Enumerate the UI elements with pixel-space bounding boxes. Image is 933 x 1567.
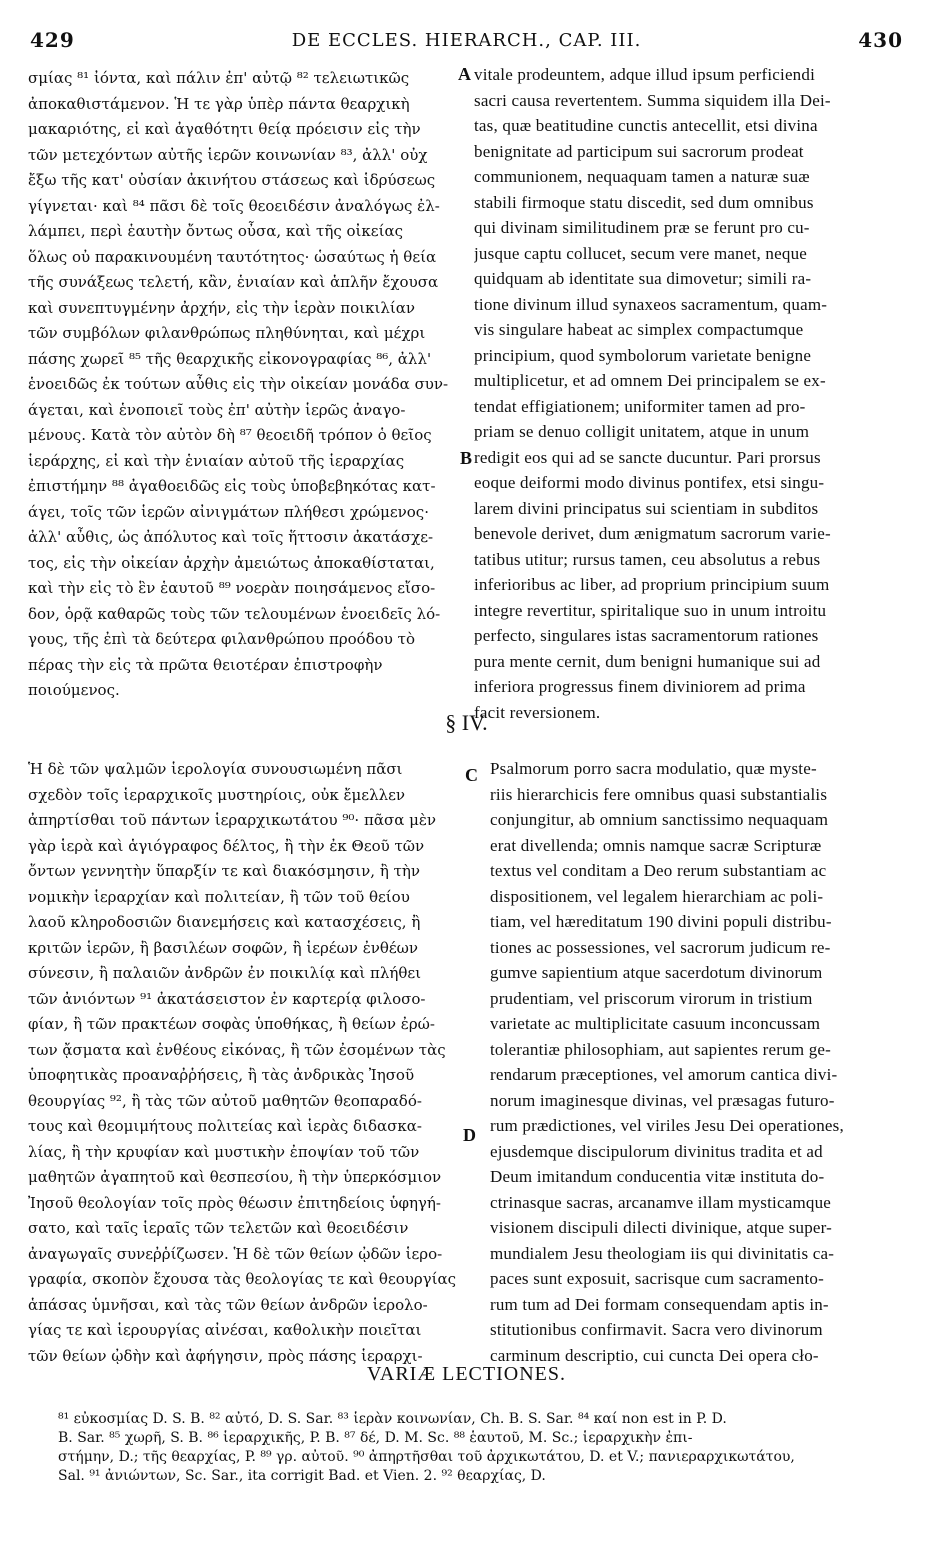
greek-text-line: τους καὶ θεομιμήτους πολιτείας καὶ ἱερὰς διδασκα-: [28, 1117, 422, 1135]
latin-text-line: Psalmorum porro sacra modulatio, quæ myste-: [490, 759, 817, 778]
greek-text-line: τῶν συμβόλων φιλανθρώπως πληθύνηται, καὶ μέχρι: [28, 324, 426, 342]
greek-text-line: καὶ τὴν εἰς τὸ ἓν ἑαυτοῦ ⁸⁹ νοερὰν ποιησάμενος εἴσο-: [28, 579, 436, 597]
latin-text-line: gumve sapientium atque sacerdotum divinorum: [490, 963, 823, 982]
greek-text-line: τῶν ἀνιόντων ⁹¹ ἀκατάσειστον ἐν καρτερίᾳ φιλοσο-: [28, 989, 426, 1008]
latin-text-line: inferiora progressus finem diviniorem ad prima: [474, 677, 806, 696]
greek-text-line: ἀναγωγαῖς συνεῤῥίζωσεν. Ἡ δὲ τῶν θείων ᾠδῶν ἱερο-: [28, 1244, 443, 1263]
latin-text-line: stitutionibus confirmavit. Sacra vero divinorum: [490, 1320, 823, 1339]
section-heading: § IV.: [445, 710, 488, 735]
greek-text-line: γίας τε καὶ ἱερουργίας αἰνέσαι, καθολικὴν ποιεῖται: [28, 1321, 422, 1339]
greek-text-line: τῶν μετεχόντων αὐτῆς ἱερῶν κοινωνίαν ⁸³, ἀλλ' οὐχ: [28, 145, 428, 164]
greek-text-line: γίγνεται· καὶ ⁸⁴ πᾶσι δὲ τοῖς θεοειδέσιν ἀναλόγως ἐλ-: [28, 196, 440, 215]
latin-text-line: qui divinam similitudinem præ se ferunt pro cu-: [474, 218, 810, 237]
greek-text-line: των ᾄσματα καὶ ἐνθέους εἰκόνας, ἢ τῶν ἐσομένων τὰς: [28, 1040, 446, 1059]
latin-text-line: mundialem Jesu theologiam iis qui divinitatis ca-: [490, 1243, 835, 1263]
latin-text-line: pura mente cernit, dum benigni humanique sui ad: [474, 651, 821, 671]
greek-text-line: μακαριότης, εἰ καὶ ἀγαθότητι θείᾳ πρόεισιν εἰς τὴν: [28, 120, 421, 138]
latin-text-line: communionem, nequaquam tamen a naturæ suæ: [474, 167, 810, 186]
greek-text-line: Ἰησοῦ θεολογίαν τοῖς πρὸς θέωσιν ἐπιτηδείοις ὑφηγή-: [28, 1193, 441, 1212]
greek-text-line: ἐπιστήμην ⁸⁸ ἀγαθοειδῶς εἰς τοὺς ὑποβεβηκότας κατ-: [28, 477, 436, 495]
greek-text-line: ὄντων γεννητὴν ὕπαρξίν τε καὶ διακόσμησιν, ἢ τὴν: [28, 862, 420, 880]
latin-text-line: tas, quæ beatitudine cunctis antecellit, etsi divina: [474, 116, 818, 135]
greek-text-line: δον, ὁρᾷ καθαρῶς τοὺς τῶν τελουμένων ἑνοειδεῖς λό-: [28, 604, 441, 623]
latin-text-line: benignitate ad participum sui sacrorum prodeat: [474, 141, 804, 161]
latin-text-line: tatibus utitur; rursus tamen, ceu absolutus a rebus: [474, 549, 821, 569]
page-number-right: 430: [858, 28, 903, 52]
greek-text-line: λάμπει, περὶ ἑαυτὴν ὄντως οὖσα, καὶ τῆς οἰκείας: [28, 222, 403, 240]
latin-text-line: visionem discipuli dilecti divinique, atque super-: [490, 1218, 833, 1237]
latin-text-line: dispositionem, vel legalem hierarchiam ac poli-: [490, 886, 824, 906]
latin-text-line: tolerantiæ philosophiam, aut sapientes rerum ge-: [490, 1039, 832, 1059]
latin-text-line: vis singulare habeat ac simplex compactumque: [474, 320, 804, 339]
running-title: DE ECCLES. HIERARCH., CAP. III.: [291, 30, 642, 51]
latin-text-line: rendarum præceptiones, vel amorum cantica divi-: [490, 1065, 838, 1084]
latin-text-line: conjungitur, ab omnium sanctissimo nequaquam: [490, 810, 829, 829]
latin-text-line: facit reversionem.: [474, 702, 601, 722]
margin-marker-b: B: [460, 448, 473, 468]
greek-text-line: τῶν θείων ᾠδὴν καὶ ἀφήγησιν, πρὸς πάσης ἱεραρχι-: [28, 1346, 423, 1365]
bottom-latin-column: [490, 756, 906, 1368]
latin-text-line: tiam, vel hæreditatum 190 divini populi distribu-: [490, 912, 832, 931]
latin-text-line: ejusdemque discipulorum divinitus tradita et ad: [490, 1141, 823, 1161]
latin-text-line: redigit eos qui ad se sancte ducuntur. Pari prorsus: [474, 447, 821, 467]
page-header: [0, 28, 933, 58]
margin-marker-c: C: [465, 765, 478, 785]
bottom-greek-column: [28, 757, 458, 1369]
greek-text-line: ἀπηρτίσθαι τοῦ πάντων ἱεραρχικωτάτου ⁹⁰· πᾶσα μὲν: [28, 811, 437, 829]
latin-text-line: paces sunt exposuit, sacrisque cum sacramento-: [490, 1269, 824, 1288]
greek-text-line: ἱεράρχης, εἰ καὶ τὴν ἑνιαίαν αὐτοῦ τῆς ἱεραρχίας: [28, 451, 405, 470]
greek-text-line: τῆς συνάξεως τελετή, κἂν, ἑνιαίαν καὶ ἁπλῆν ἔχουσα: [28, 273, 439, 291]
greek-text-line: άγεται, καὶ ἑνοποιεῖ τοὺς ἐπ' αὐτὴν ἱερῶς ἀναγο-: [28, 400, 406, 419]
greek-text-line: νομικὴν ἱεραρχίαν καὶ πολιτείαν, ἢ τῶν τοῦ θείου: [28, 887, 410, 906]
greek-text-line: ὑποφητικὰς προαναῤῥήσεις, ἢ τὰς ἀνδρικὰς Ἰησοῦ: [28, 1066, 415, 1084]
greek-text-line: ἀλλ' αὖθις, ὡς ἀπόλυτος καὶ τοῖς ἥττοσιν ἀκατάσχε-: [28, 528, 434, 546]
latin-text-line: ctrinasque sacras, arcanamve illam mysticamque: [490, 1192, 832, 1212]
latin-text-line: larem divini principatus sui scientiam in subditos: [474, 498, 819, 518]
latin-text-line: sacri causa revertentem. Summa siquidem illa Dei-: [474, 90, 831, 110]
variae-lectiones-title: VARIÆ LECTIONES.: [367, 1363, 566, 1385]
latin-text-line: carminum descriptio, cui cuncta Dei opera cło-: [490, 1345, 819, 1365]
latin-text-line: Deum imitandum conducentia vitæ instituta do-: [490, 1167, 825, 1186]
greek-text-line: καὶ συνεπτυγμένην ἀρχήν, εἰς τὴν ἱερὰν ποικιλίαν: [28, 298, 415, 317]
greek-text-line: γραφία, σκοπὸν ἔχουσα τὰς θεολογίας τε καὶ θεουργίας: [28, 1270, 457, 1288]
greek-text-line: σύνεσιν, ἢ παλαιῶν ἀνδρῶν ἐν ποικιλίᾳ καὶ πλήθει: [28, 964, 422, 982]
latin-text-line: benevole derivet, dum ænigmatum sacrorum varie-: [474, 524, 831, 543]
greek-text-line: άγει, τοῖς τῶν ἱερῶν αἰνιγμάτων πλήθεσι χρώμενος·: [28, 502, 429, 521]
margin-marker-d: D: [463, 1125, 476, 1145]
latin-text-line: quidquam ab identitate sua dimovetur; simili ra-: [474, 269, 812, 288]
greek-text-line: ποιούμενος.: [28, 681, 120, 699]
latin-text-line: rum tum ad Dei formam consequendam aptis in-: [490, 1294, 829, 1314]
variant-note-line: B. Sar. ⁸⁵ χωρῆ, S. B. ⁸⁶ ἱεραρχικῆς, P. B. ⁸⁷ δέ, D. M. Sc. ⁸⁸ ἑαυτοῦ, M. Sc.; ἱεραρχικὴν ἐπι-: [58, 1430, 693, 1446]
greek-text-line: σμίας ⁸¹ ἰόντα, καὶ πάλιν ἐπ' αὐτῷ ⁸² τελειωτικῶς: [28, 69, 410, 87]
greek-text-line: λαοῦ κληροδοσιῶν διανεμήσεις καὶ κατασχέσεις, ἢ: [28, 913, 421, 931]
greek-text-line: μένους. Κατὰ τὸν αὐτὸν δὴ ⁸⁷ θεοειδῆ τρόπον ὁ θεῖος: [28, 426, 432, 444]
greek-text-line: πάσης χωρεῖ ⁸⁵ τῆς θεαρχικῆς εἰκονογραφίας ⁸⁶, ἀλλ': [28, 349, 432, 368]
latin-text-line: priam se denuo colligit unitatem, atque in unum: [474, 422, 810, 441]
latin-text-line: jusque captu collucet, secum vere manet, neque: [474, 243, 808, 263]
latin-text-line: integre revertitur, spiritalique suo in unum introitu: [474, 600, 827, 620]
greek-text-line: γὰρ ἱερὰ καὶ ἁγιόγραφος δέλτος, ἢ τὴν ἐκ Θεοῦ τῶν: [28, 836, 425, 855]
latin-text-line: tendat effigiationem; uniformiter tamen ad pro-: [474, 396, 806, 416]
variae-lectiones-notes: [58, 1410, 898, 1486]
greek-text-line: Ἡ δὲ τῶν ψαλμῶν ἱερολογία συνουσιωμένη πᾶσι: [28, 760, 403, 778]
greek-text-line: ἀποκαθιστάμενον. Ἡ τε γὰρ ὑπὲρ πάντα θεαρχικὴ: [28, 94, 410, 113]
greek-text-line: ὅλως οὐ παρακινουμένη ταυτότητος· ὡσαύτως ἡ θεία: [28, 247, 437, 266]
latin-text-line: vitale prodeuntem, adque illud ipsum perficiendi: [474, 65, 816, 84]
greek-text-line: ἑνοειδῶς ἐκ τούτων αὖθις εἰς τὴν οἰκείαν μονάδα συν-: [28, 375, 449, 393]
top-greek-column: [28, 66, 458, 704]
greek-text-line: σατο, καὶ ταῖς ἱεραῖς τῶν τελετῶν καὶ θεοειδέσιν: [28, 1219, 409, 1237]
latin-text-line: perfecto, singulares istas sacramentorum rationes: [474, 626, 819, 645]
greek-text-line: τος, εἰς τὴν οἰκείαν ἀρχὴν ἀμειώτως ἀποκαθίσταται,: [28, 553, 435, 572]
greek-text-line: φίαν, ἢ τῶν πρακτέων σοφὰς ὑποθήκας, ἢ θείων ἐρώ-: [28, 1015, 435, 1033]
greek-text-line: κριτῶν ἱερῶν, ἢ βασιλέων σοφῶν, ἢ ἱερέων ἐνθέων: [28, 938, 419, 957]
latin-text-line: riis hierarchicis fere omnibus quasi substantialis: [490, 784, 828, 804]
greek-text-line: θεουργίας ⁹², ἢ τὰς τῶν αὐτοῦ μαθητῶν θεοπαραδό-: [28, 1091, 422, 1110]
greek-text-line: ἁπάσας ὑμνῆσαι, καὶ τὰς τῶν θείων ἀνδρῶν ἱερολο-: [28, 1295, 428, 1314]
latin-text-line: erat divellenda; omnis namque sacræ Scripturæ: [490, 835, 822, 855]
latin-text-line: textus vel conditam a Deo rerum substantiam ac: [490, 861, 827, 880]
greek-text-line: γους, τῆς ἐπὶ τὰ δεύτερα φιλανθρώπου προόδου τὸ: [28, 630, 415, 648]
latin-text-line: inferioribus ac liber, ad proprium principium suum: [474, 575, 830, 594]
greek-text-line: σχεδὸν τοῖς ἱεραρχικοῖς μυστηρίοις, οὐκ ἔμελλεν: [28, 785, 405, 804]
latin-text-line: principium, quod symbolorum varietate benigne: [474, 345, 812, 365]
latin-text-line: rum prædictiones, vel viriles Jesu Dei operationes,: [490, 1116, 844, 1135]
latin-text-line: multiplicetur, et ad omnem Dei principalem se ex-: [474, 371, 826, 390]
latin-text-line: stabili firmoque statu discedit, sed dum omnibus: [474, 192, 814, 212]
greek-text-line: μαθητῶν ἀγαπητοῦ καὶ θεσπεσίου, ἢ τὴν ὑπερκόσμιον: [28, 1168, 442, 1186]
top-latin-column: [474, 62, 906, 725]
greek-text-line: πέρας τὴν εἰς τὰ πρῶτα θειοτέραν ἐπιστροφὴν: [28, 655, 383, 674]
margin-marker-a: A: [458, 64, 471, 84]
variant-note-line: Sal. ⁹¹ ἀνιώντων, Sc. Sar., ita corrigit Bad. et Vien. 2. ⁹² θεαρχίας, D.: [58, 1468, 546, 1484]
latin-text-line: eoque deiformi modo divinus pontifex, etsi singu-: [474, 473, 825, 492]
latin-text-line: tione divinum illud synaxeos sacramentum, quam-: [474, 294, 828, 314]
variant-note-line: ⁸¹ εὐκοσμίας D. S. B. ⁸² αὐτό, D. S. Sar. ⁸³ ἱερὰν κοινωνίαν, Ch. B. S. Sar. ⁸⁴ καί non est in P. D.: [58, 1411, 727, 1427]
variant-note-line: στήμην, D.; τῆς θεαρχίας, P. ⁸⁹ γρ. αὐτοῦ. ⁹⁰ ἀπηρτῆσθαι τοῦ ἀρχικωτάτου, D. et V.; πανιεραρχικωτάτου,: [58, 1449, 795, 1465]
greek-text-line: ἔξω τῆς κατ' οὐσίαν ἀκινήτου στάσεως καὶ ἱδρύσεως: [28, 171, 436, 189]
latin-text-line: varietate ac multiplicitate casuum inconcussam: [490, 1014, 821, 1033]
latin-text-line: tiones ac possessiones, vel sacrorum judicum re-: [490, 937, 831, 957]
page-number-left: 429: [30, 28, 75, 52]
greek-text-line: λίας, ἢ τὴν κρυφίαν καὶ μυστικὴν ἐποψίαν τοῦ τῶν: [28, 1142, 420, 1161]
latin-text-line: norum imaginesque divinas, vel præsagas futuro-: [490, 1090, 835, 1110]
latin-text-line: prudentiam, vel priscorum virorum in tristium: [490, 988, 813, 1008]
